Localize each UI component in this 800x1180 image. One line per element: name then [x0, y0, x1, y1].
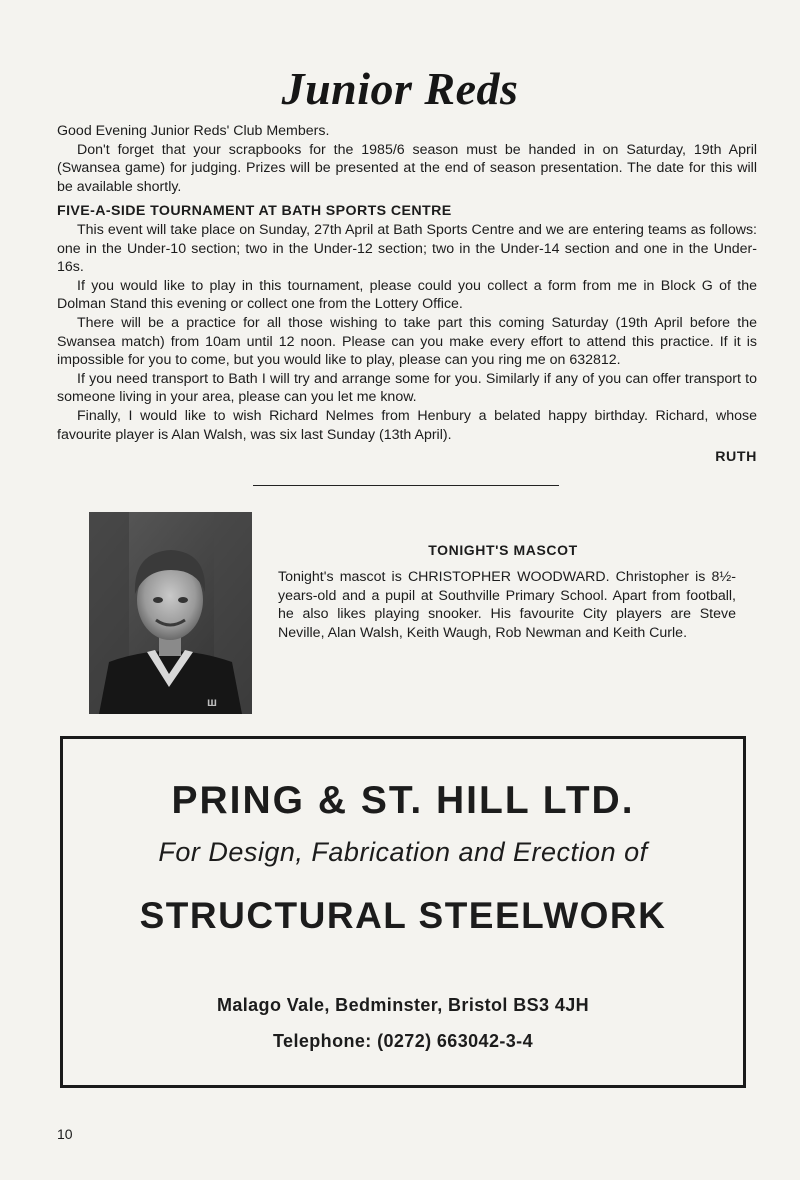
article-paragraph-practice: There will be a practice for all those wishing to take part this coming Saturday (19th April before the Swansea match) from 10am until 12 noon. Please can you make every effort to attend this practice. If it is impossible for you to come, but you would like to play, please can you ring me on 632812. — [57, 314, 757, 369]
ad-address: Malago Vale, Bedminster, Bristol BS3 4JH — [216, 995, 590, 1015]
author-signoff: RUTH — [715, 449, 757, 466]
page-title: Junior Reds — [281, 63, 519, 114]
article-paragraph-transport: If you need transport to Bath I will try and arrange some for you. Similarly if any of you can offer transport to someone living in your area, please can you let me know. — [57, 370, 757, 406]
article-paragraph-birthday: Finally, I would like to wish Richard Nelmes from Henbury a belated happy birthday. Richard, whose favourite player is Alan Walsh, was six last Sunday (13th April). — [57, 407, 757, 443]
svg-text:ш: ш — [207, 695, 218, 709]
greeting: Good Evening Junior Reds' Club Members. — [57, 123, 330, 139]
section-divider — [253, 485, 559, 486]
advertisement-box — [60, 736, 746, 1088]
article-paragraph-form: If you would like to play in this tournament, please could you collect a form from me in Block G of the Dolman Stand this evening or collect one from the Lottery Office. — [57, 277, 757, 313]
ad-product: STRUCTURAL STEELWORK — [139, 895, 667, 936]
tournament-heading: FIVE-A-SIDE TOURNAMENT AT BATH SPORTS CENTRE — [57, 203, 452, 220]
junior-reds-article — [57, 122, 757, 467]
ad-company-name: PRING & ST. HILL LTD. — [171, 779, 635, 822]
ad-tagline: For Design, Fabrication and Erection of — [158, 837, 648, 867]
article-paragraph-scrapbooks: Don't forget that your scrapbooks for the 1985/6 season must be handed in on Saturday, 19th April (Swansea game) for judging. Prizes will be presented at the end of season presentation. The date for this will be available shortly. — [57, 141, 757, 195]
mascot-heading: TONIGHT'S MASCOT — [428, 542, 578, 558]
mascot-description: Tonight's mascot is CHRISTOPHER WOODWARD. Christopher is 8½-years-old and a pupil at Southville Primary School. Apart from football, he also likes playing snooker. His favourite City players are Steve Neville, Alan Walsh, Keith Waugh, Rob Newman and Keith Curle. — [278, 569, 736, 641]
page-number: 10 — [57, 1126, 73, 1142]
ad-telephone: Telephone: (0272) 663042-3-4 — [273, 1031, 533, 1051]
article-paragraph-event: This event will take place on Sunday, 27th April at Bath Sports Centre and we are entering teams as follows: one in the Under-10 section; two in the Under-12 section; two in the Under-14 section and one in the Under-16s. — [57, 221, 757, 276]
mascot-photo — [89, 512, 252, 714]
